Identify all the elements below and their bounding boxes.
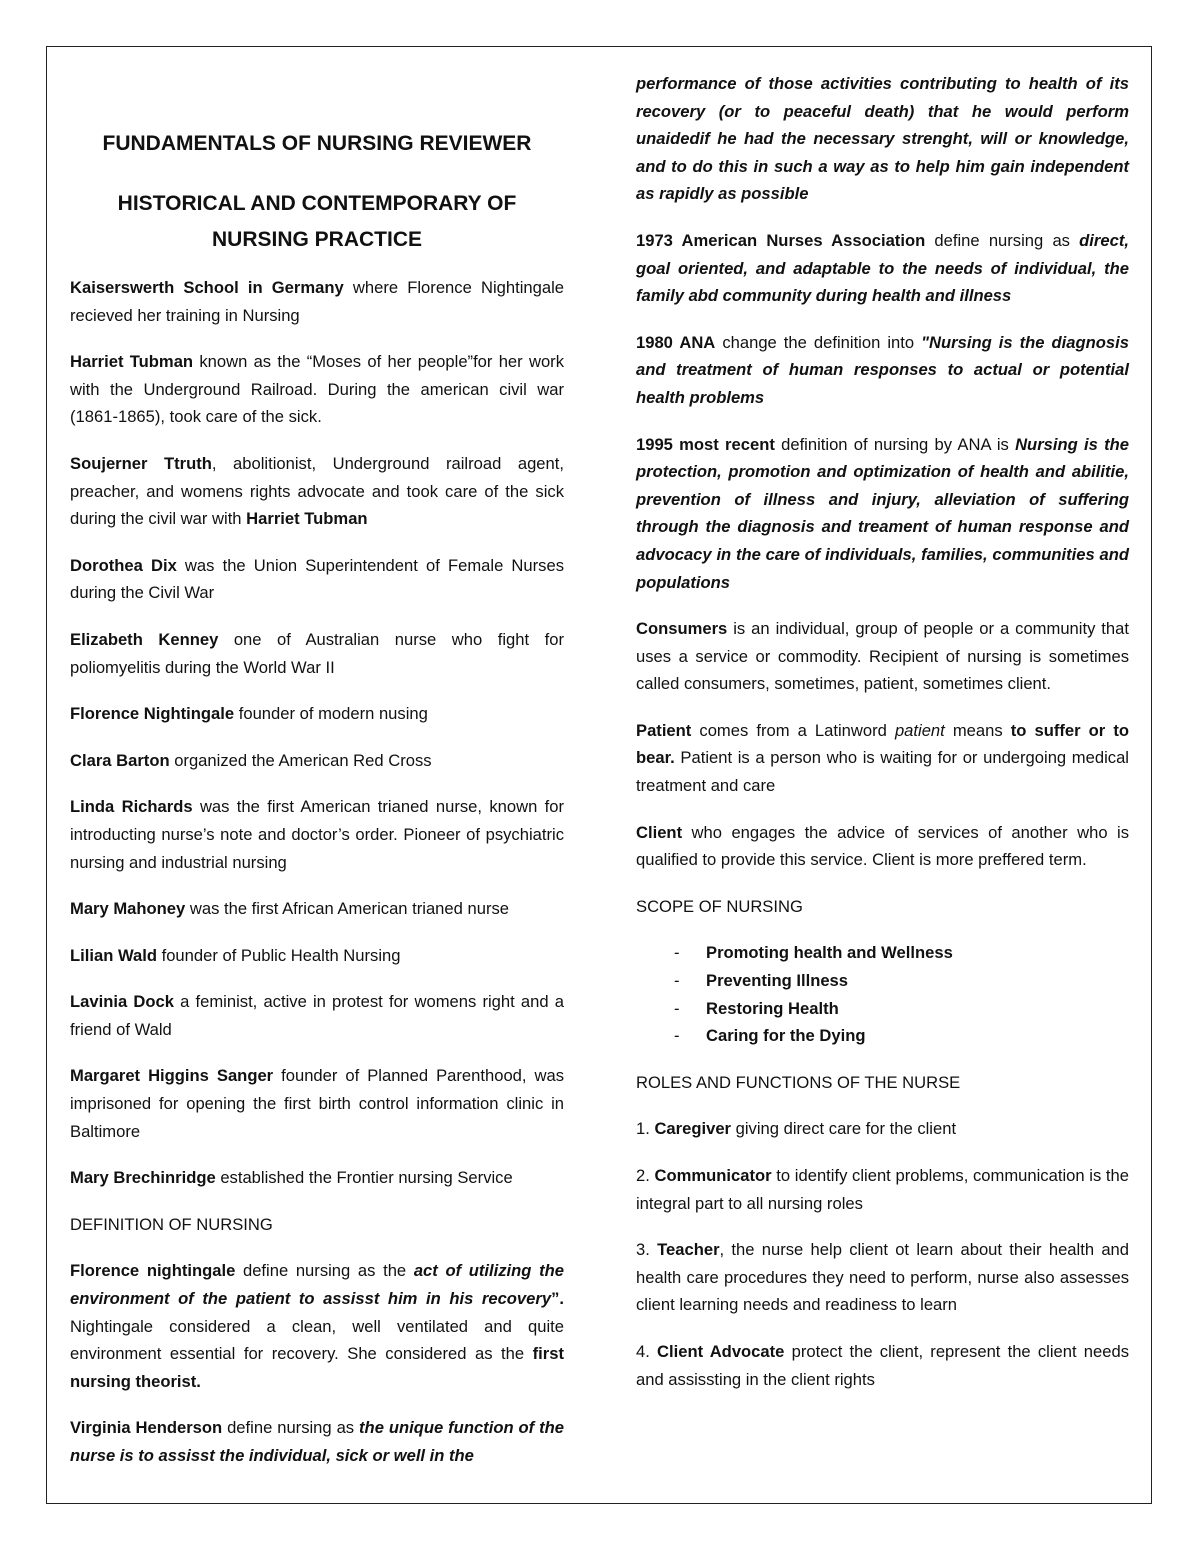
definition-1973: 1973 American Nurses Association define nursing as direct, goal oriented, and adaptable to the needs of individual, the family abd community during health and illness xyxy=(636,230,1129,306)
roles-heading: ROLES AND FUNCTIONS OF THE NURSE xyxy=(636,1072,961,1092)
document-title: FUNDAMENTALS OF NURSING REVIEWER xyxy=(102,132,532,155)
scope-heading: SCOPE OF NURSING xyxy=(636,896,803,916)
history-entry: Kaiserswerth School in Germany where Florence Nightingale recieved her training in Nursing xyxy=(70,278,564,325)
history-name: Elizabeth Kenney xyxy=(70,629,219,649)
section-title-line2: NURSING PRACTICE xyxy=(211,228,422,251)
section-title xyxy=(70,186,564,258)
history-entry: Soujerner Ttruth, abolitionist, Underground railroad agent, preacher, and womens rights advocate and took care of the sick during the civil war with Harriet Tubman xyxy=(70,453,564,529)
history-entry: Dorothea Dix was the Union Superintendent of Female Nurses during the Civil War xyxy=(70,555,564,603)
definition-henderson: Virginia Henderson define nursing as the unique function of the nurse is to assisst the individual, sick or well in the xyxy=(70,1418,564,1465)
role-entry: 1. Caregiver giving direct care for the client xyxy=(636,1119,957,1139)
history-entry: Clara Barton organized the American Red Cross xyxy=(70,750,432,770)
history-entry: Mary Mahoney was the first African American trianed nurse xyxy=(70,899,509,919)
history-entry: Florence Nightingale founder of modern nusing xyxy=(70,704,428,724)
client-definition: Client who engages the advice of services of another who is qualified to provide this service. Client is more preffered term. xyxy=(636,822,1129,870)
list-item: - Promoting health and Wellness xyxy=(674,943,953,963)
history-entry: Margaret Higgins Sanger founder of Planned Parenthood, was imprisoned for opening the first birth control information clinic in Baltimore xyxy=(70,1066,565,1141)
definition-1995: 1995 most recent definition of nursing by ANA is Nursing is the protection, promotion and optimization of health and abilitie, prevention of illness and injury, alleviation of suffering through the diagnosis and treament of human response and advocacy in the care of individuals, families, communities and populations xyxy=(636,434,1129,592)
patient-definition: Patient comes from a Latinword patient means to suffer or to bear. Patient is a person who is waiting for or undergoing medical treatment and care xyxy=(636,720,1129,796)
history-name: Lilian Wald xyxy=(70,945,157,965)
history-entry: Mary Brechinridge established the Frontier nursing Service xyxy=(70,1168,513,1188)
history-name: Mary Brechinridge xyxy=(70,1168,216,1188)
history-name: Clara Barton xyxy=(70,750,170,770)
right-column xyxy=(636,70,1129,1412)
history-name: Soujerner Ttruth xyxy=(70,453,212,473)
definition-1980: 1980 ANA change the definition into "Nursing is the diagnosis and treatment of human responses to actual or potential health problems xyxy=(636,332,1129,407)
history-name: Margaret Higgins Sanger xyxy=(70,1066,274,1086)
history-entry: Elizabeth Kenney one of Australian nurse who fight for poliomyelitis during the World War II xyxy=(70,629,564,677)
history-entry: Harriet Tubman known as the “Moses of her people”for her work with the Underground Railroad. During the american civil war (1861-1865), took care of the sick. xyxy=(70,352,564,427)
consumers-definition: Consumers is an individual, group of people or a community that uses a service or commodity. Recipient of nursing is sometimes called consumers, sometimes, patient, sometimes client. xyxy=(636,619,1129,694)
history-name: Linda Richards xyxy=(70,797,193,817)
role-entry: 4. Client Advocate protect the client, represent the client needs and assissting in the client rights xyxy=(636,1341,1129,1389)
role-entry: 2. Communicator to identify client problems, communication is the integral part to all nursing roles xyxy=(636,1166,1129,1213)
history-name: Mary Mahoney xyxy=(70,899,186,919)
scope-list xyxy=(636,939,1129,1049)
left-column xyxy=(70,60,564,1470)
list-item: - Caring for the Dying xyxy=(674,1026,866,1046)
list-item: - Preventing Illness xyxy=(674,971,849,991)
definition-nightingale: Florence nightingale define nursing as the act of utilizing the environment of the patient to assisst him in his recovery”. Nightingale considered a clean, well ventilated and quite environment essential for recovery. She considered as the first nursing theorist. xyxy=(70,1261,564,1391)
role-entry: 3. Teacher, the nurse help client ot learn about their health and health care procedures they need to perform, nurse also assesses client learning needs and readiness to learn xyxy=(636,1240,1130,1315)
section-title-line1: HISTORICAL AND CONTEMPORARY OF xyxy=(117,192,517,215)
history-name: Harriet Tubman xyxy=(70,352,194,372)
list-item: - Restoring Health xyxy=(674,998,839,1018)
history-name: Florence Nightingale xyxy=(70,704,235,724)
history-entry: Linda Richards was the first American trianed nurse, known for introducting nurse’s note and doctor’s order. Pioneer of psychiatric nursing and industrial nursing xyxy=(70,797,565,872)
history-name: Lavinia Dock xyxy=(70,992,174,1012)
history-name: Dorothea Dix xyxy=(70,555,177,575)
history-entry: Lilian Wald founder of Public Health Nursing xyxy=(70,945,401,965)
definition-heading: DEFINITION OF NURSING xyxy=(70,1214,273,1234)
history-name: Kaiserswerth School in Germany xyxy=(70,278,344,297)
definition-henderson-continued: performance of those activities contributing to health of its recovery (or to peaceful death) that he would perform unaidedif he had the necessary strenght, will or knowledge, and to do this in such a way as to help him gain independent as rapidly as possible xyxy=(636,74,1129,204)
history-entry: Lavinia Dock a feminist, active in protest for womens right and a friend of Wald xyxy=(70,992,564,1039)
